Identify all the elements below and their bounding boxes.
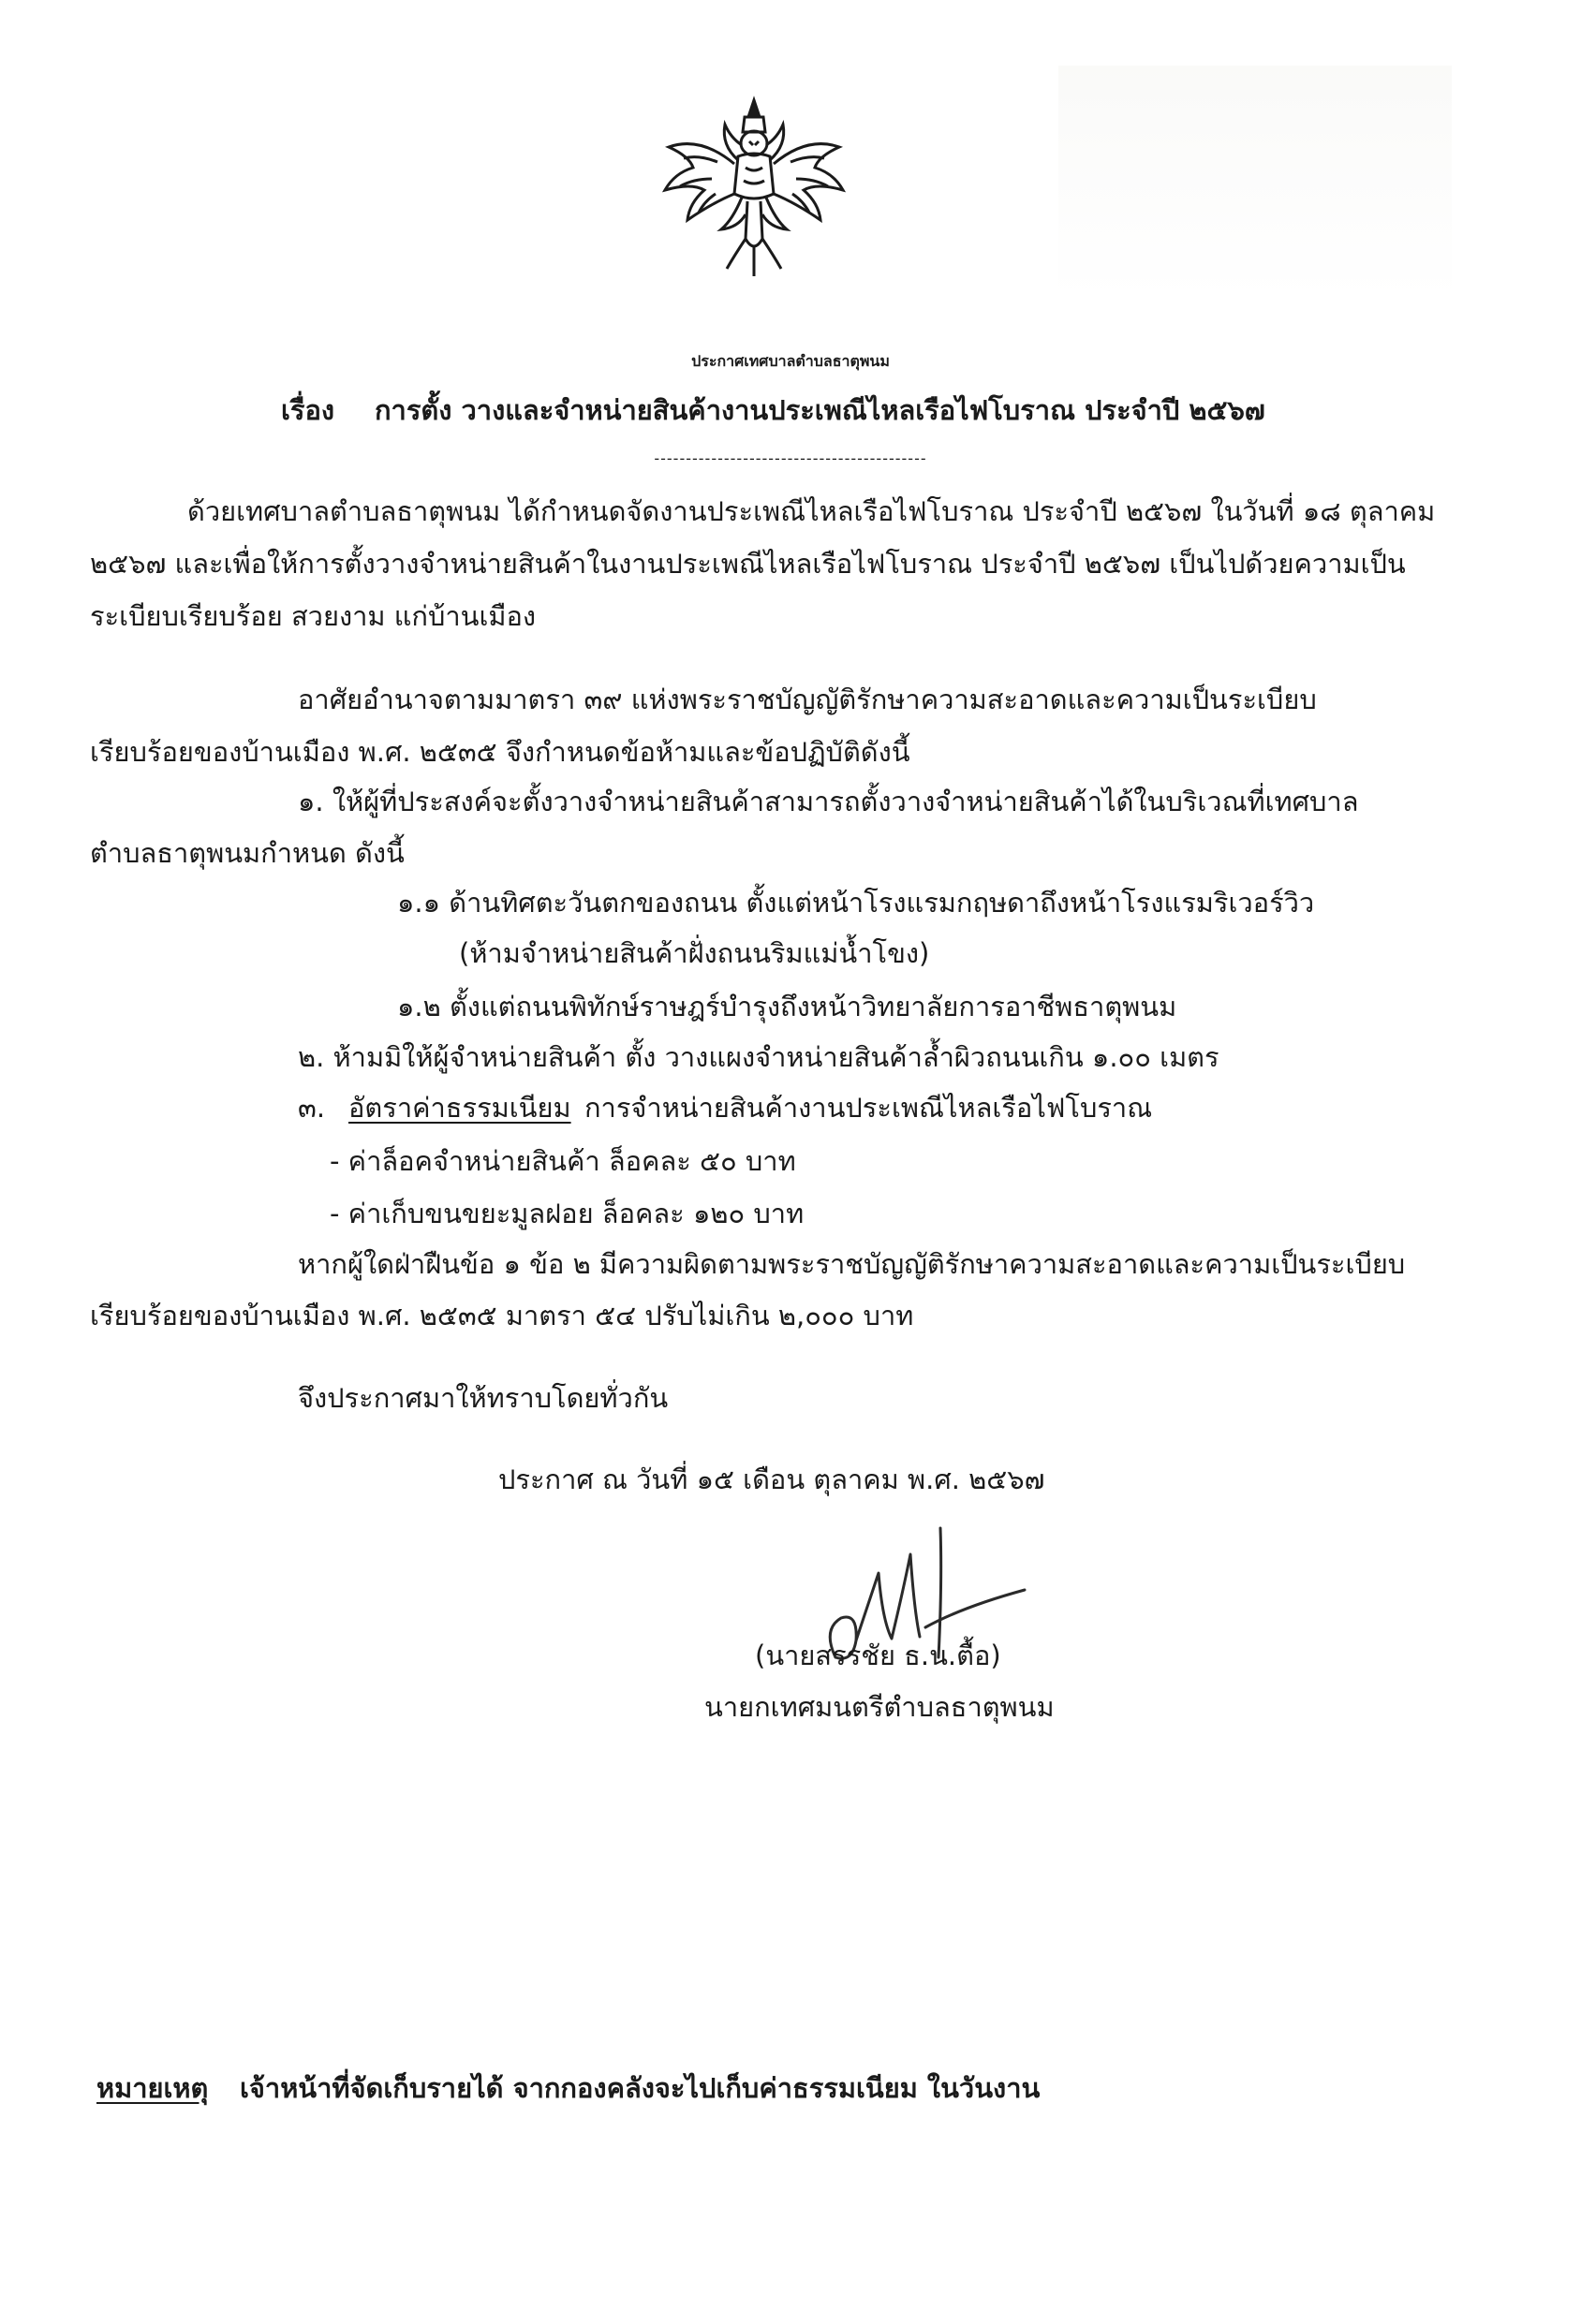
signatory-position: นายกเทศมนตรีตำบลธาตุพนม [704, 1691, 1055, 1723]
subject-text: การตั้ง วางและจำหน่ายสินค้างานประเพณีไหลเรือไฟโบราณ ประจำปี ๒๕๖๗ [375, 394, 1265, 426]
item-1-1-note: (ห้ามจำหน่ายสินค้าฝั่งถนนริมแม่น้ำโขง) [459, 937, 930, 969]
item-3-number: ๓. [298, 1092, 326, 1124]
penalty-line-1: หากผู้ใดฝ่าฝืนข้อ ๑ ข้อ ๒ มีความผิดตามพระราชบัญญัติรักษาความสะอาดและความเป็นระเบียบ [298, 1248, 1406, 1280]
intro-line-3: ระเบียบเรียบร้อย สวยงาม แก่บ้านเมือง [90, 600, 537, 632]
scan-shadow [1058, 66, 1452, 300]
item-1-line-2: ตำบลธาตุพนมกำหนด ดังนี้ [90, 837, 405, 869]
authority-line-2: เรียบร้อยของบ้านเมือง พ.ศ. ๒๕๓๕ จึงกำหนดข้อห้ามและข้อปฏิบัติดังนี้ [90, 736, 910, 768]
item-1-2: ๑.๒ ตั้งแต่ถนนพิทักษ์ราษฎร์บำรุงถึงหน้าวิทยาลัยการอาชีพธาตุพนม [397, 991, 1177, 1022]
item-1-line-1: ๑. ให้ผู้ที่ประสงค์จะตั้งวางจำหน่ายสินค้าสามารถตั้งวางจำหน่ายสินค้าได้ในบริเวณที่เทศบาล [298, 786, 1359, 817]
intro-line-2: ๒๕๖๗ และเพื่อให้การตั้งวางจำหน่ายสินค้าในงานประเพณีไหลเรือไฟโบราณ ประจำปี ๒๕๖๗ เป็นไปด้วยความเป็น [90, 548, 1406, 580]
item-1-1: ๑.๑ ด้านทิศตะวันตกของถนน ตั้งแต่หน้าโรงแรมกฤษดาถึงหน้าโรงแรมริเวอร์วิว [397, 887, 1315, 919]
remark-label: หมายเหตุ [96, 2072, 209, 2104]
remark-text: เจ้าหน้าที่จัดเก็บรายได้ จากกองคลังจะไปเก็บค่าธรรมเนียม ในวันงาน [240, 2072, 1041, 2104]
authority-line-1: อาศัยอำนาจตามมาตรา ๓๙ แห่งพระราชบัญญัติรักษาความสะอาดและความเป็นระเบียบ [298, 684, 1317, 715]
page-title: ประกาศเทศบาลตำบลธาตุพนม [691, 352, 890, 370]
penalty-line-2: เรียบร้อยของบ้านเมือง พ.ศ. ๒๕๓๕ มาตรา ๕๔ ปรับไม่เกิน ๒,๐๐๐ บาท [90, 1300, 914, 1331]
title-divider: ------------------------------------------- [654, 449, 927, 467]
item-3-label: อัตราค่าธรรมเนียม [348, 1092, 571, 1124]
item-2: ๒. ห้ามมิให้ผู้จำหน่ายสินค้า ตั้ง วางแผงจำหน่ายสินค้าล้ำผิวถนนเกิน ๑.๐๐ เมตร [298, 1041, 1219, 1073]
announcement-date: ประกาศ ณ วันที่ ๑๕ เดือน ตุลาคม พ.ศ. ๒๕๖๗ [498, 1464, 1045, 1495]
subject-label: เรื่อง [281, 394, 335, 426]
intro-line-1: ด้วยเทศบาลตำบลธาตุพนม ได้กำหนดจัดงานประเพณีไหลเรือไฟโบราณ ประจำปี ๒๕๖๗ ในวันที่ ๑๘ ตุลาคม [187, 495, 1436, 527]
item-3-text: การจำหน่ายสินค้างานประเพณีไหลเรือไฟโบราณ [584, 1092, 1153, 1124]
fee-lock: - ค่าล็อคจำหน่ายสินค้า ล็อคละ ๕๐ บาท [330, 1145, 796, 1177]
closing-announce: จึงประกาศมาให้ทราบโดยทั่วกัน [298, 1382, 669, 1414]
fee-garbage: - ค่าเก็บขนขยะมูลฝอย ล็อคละ ๑๒๐ บาท [330, 1198, 805, 1229]
garuda-emblem-icon [656, 89, 852, 286]
signatory-name: (นายสรรชัย ธ.น.ตื้อ) [755, 1640, 1001, 1671]
